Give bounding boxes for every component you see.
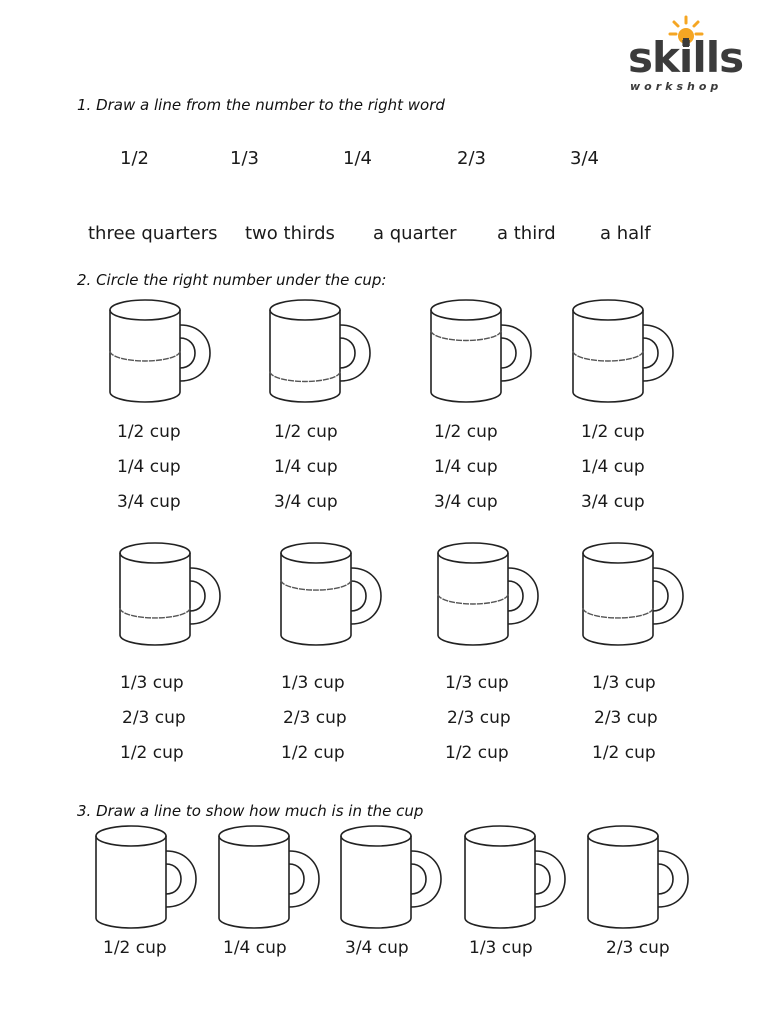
cup-option[interactable]: 1/2 cup [120, 743, 184, 763]
mug-icon [94, 824, 200, 930]
mug-icon [279, 541, 385, 647]
fraction-number[interactable]: 2/3 [457, 148, 486, 169]
fraction-word[interactable]: a half [600, 223, 651, 244]
cup-option[interactable]: 1/2 cup [581, 422, 645, 442]
fraction-word[interactable]: a third [497, 223, 556, 244]
cup-option[interactable]: 3/4 cup [434, 492, 498, 512]
fraction-number[interactable]: 1/4 [343, 148, 372, 169]
cup-option[interactable]: 1/4 cup [274, 457, 338, 477]
question-3: 3. Draw a line to show how much is in the cup [77, 802, 424, 820]
question-1: 1. Draw a line from the number to the right word [77, 96, 445, 114]
cup-option[interactable]: 1/2 cup [592, 743, 656, 763]
cup-option[interactable]: 1/2 cup [274, 422, 338, 442]
fraction-number[interactable]: 1/2 [120, 148, 149, 169]
cup-option[interactable]: 1/4 cup [117, 457, 181, 477]
mug-icon [217, 824, 323, 930]
mug-icon [429, 298, 535, 404]
cup-option[interactable]: 2/3 cup [283, 708, 347, 728]
cup-option[interactable]: 1/3 cup [120, 673, 184, 693]
mug-icon [463, 824, 569, 930]
cup-option[interactable]: 1/3 cup [445, 673, 509, 693]
skills-workshop-logo [626, 14, 756, 94]
mug-icon [436, 541, 542, 647]
fraction-number[interactable]: 1/3 [230, 148, 259, 169]
cup-option[interactable]: 1/2 cup [117, 422, 181, 442]
cup-option[interactable]: 3/4 cup [117, 492, 181, 512]
mug-icon [586, 824, 692, 930]
cup-option[interactable]: 3/4 cup [274, 492, 338, 512]
cup-label: 1/2 cup [103, 938, 167, 958]
cup-option[interactable]: 1/3 cup [281, 673, 345, 693]
cup-option[interactable]: 3/4 cup [581, 492, 645, 512]
mug-icon [581, 541, 687, 647]
fraction-word[interactable]: three quarters [88, 223, 218, 244]
mug-icon [108, 298, 214, 404]
cup-option[interactable]: 2/3 cup [594, 708, 658, 728]
cup-label: 1/4 cup [223, 938, 287, 958]
cup-option[interactable]: 1/4 cup [581, 457, 645, 477]
fraction-word[interactable]: two thirds [245, 223, 335, 244]
cup-label: 2/3 cup [606, 938, 670, 958]
logo-main-text: skills [628, 33, 744, 82]
mug-icon [268, 298, 374, 404]
fraction-number[interactable]: 3/4 [570, 148, 599, 169]
cup-option[interactable]: 1/2 cup [434, 422, 498, 442]
mug-icon [571, 298, 677, 404]
cup-option[interactable]: 1/2 cup [281, 743, 345, 763]
cup-option[interactable]: 2/3 cup [122, 708, 186, 728]
logo-sub-text: workshop [630, 80, 723, 93]
cup-label: 3/4 cup [345, 938, 409, 958]
question-2: 2. Circle the right number under the cup: [77, 271, 387, 289]
mug-icon [339, 824, 445, 930]
cup-label: 1/3 cup [469, 938, 533, 958]
cup-option[interactable]: 1/4 cup [434, 457, 498, 477]
mug-icon [118, 541, 224, 647]
fraction-word[interactable]: a quarter [373, 223, 457, 244]
cup-option[interactable]: 1/3 cup [592, 673, 656, 693]
cup-option[interactable]: 2/3 cup [447, 708, 511, 728]
cup-option[interactable]: 1/2 cup [445, 743, 509, 763]
